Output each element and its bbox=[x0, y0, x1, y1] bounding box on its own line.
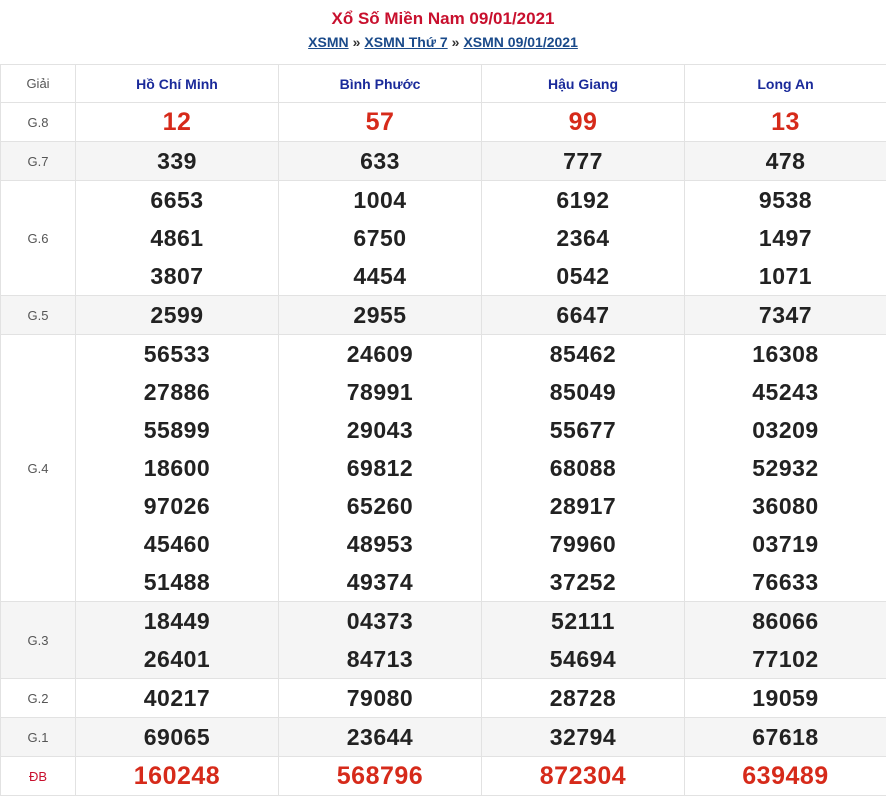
result-cell bbox=[482, 718, 685, 757]
breadcrumb-link-xsmn[interactable]: XSMN bbox=[308, 34, 348, 50]
lottery-number: 18600 bbox=[76, 449, 278, 487]
page-header bbox=[0, 0, 886, 64]
breadcrumb-separator: » bbox=[452, 34, 460, 50]
prize-label: G.4 bbox=[1, 335, 76, 602]
breadcrumb bbox=[0, 34, 886, 50]
province-header[interactable]: Long An bbox=[685, 65, 886, 103]
lottery-number: 6647 bbox=[482, 296, 684, 334]
lottery-number: 7347 bbox=[685, 296, 886, 334]
result-cell bbox=[685, 142, 886, 181]
result-cell bbox=[279, 181, 482, 296]
lottery-number: 04373 bbox=[279, 602, 481, 640]
lottery-number: 37252 bbox=[482, 563, 684, 601]
lottery-number: 77102 bbox=[685, 640, 886, 678]
result-cell bbox=[279, 757, 482, 796]
prize-column-header: Giải bbox=[1, 65, 76, 103]
result-cell bbox=[279, 142, 482, 181]
result-cell bbox=[279, 296, 482, 335]
result-cell bbox=[685, 757, 886, 796]
lottery-number: 03209 bbox=[685, 411, 886, 449]
result-cell bbox=[685, 296, 886, 335]
lottery-number: 79080 bbox=[279, 679, 481, 717]
lottery-number: 26401 bbox=[76, 640, 278, 678]
result-cell bbox=[76, 602, 279, 679]
result-cell bbox=[685, 602, 886, 679]
lottery-number: 12 bbox=[76, 103, 278, 141]
lottery-number: 27886 bbox=[76, 373, 278, 411]
lottery-number: 86066 bbox=[685, 602, 886, 640]
lottery-number: 54694 bbox=[482, 640, 684, 678]
page-title: Xổ Số Miền Nam 09/01/2021 bbox=[0, 0, 886, 30]
lottery-number: 85049 bbox=[482, 373, 684, 411]
result-cell bbox=[76, 103, 279, 142]
result-cell bbox=[685, 103, 886, 142]
lottery-number: 9538 bbox=[685, 181, 886, 219]
result-cell bbox=[482, 602, 685, 679]
lottery-number: 6653 bbox=[76, 181, 278, 219]
lottery-number: 69065 bbox=[76, 718, 278, 756]
lottery-number: 6750 bbox=[279, 219, 481, 257]
lottery-number: 13 bbox=[685, 103, 886, 141]
table-row bbox=[1, 679, 886, 718]
lottery-number: 51488 bbox=[76, 563, 278, 601]
lottery-number: 45460 bbox=[76, 525, 278, 563]
result-cell bbox=[482, 181, 685, 296]
lottery-number: 777 bbox=[482, 142, 684, 180]
lottery-number: 52932 bbox=[685, 449, 886, 487]
results-table bbox=[0, 64, 886, 796]
table-row bbox=[1, 103, 886, 142]
result-cell bbox=[76, 296, 279, 335]
table-row bbox=[1, 296, 886, 335]
lottery-number: 568796 bbox=[279, 757, 481, 795]
lottery-number: 6192 bbox=[482, 181, 684, 219]
lottery-number: 85462 bbox=[482, 335, 684, 373]
lottery-number: 29043 bbox=[279, 411, 481, 449]
table-row bbox=[1, 718, 886, 757]
result-cell bbox=[685, 718, 886, 757]
table-row bbox=[1, 142, 886, 181]
result-cell bbox=[279, 679, 482, 718]
lottery-number: 19059 bbox=[685, 679, 886, 717]
table-header-row bbox=[1, 65, 886, 103]
lottery-number: 4454 bbox=[279, 257, 481, 295]
lottery-number: 36080 bbox=[685, 487, 886, 525]
prize-label: ĐB bbox=[1, 757, 76, 796]
result-cell bbox=[279, 718, 482, 757]
lottery-number: 1004 bbox=[279, 181, 481, 219]
lottery-number: 57 bbox=[279, 103, 481, 141]
lottery-number: 48953 bbox=[279, 525, 481, 563]
lottery-number: 2955 bbox=[279, 296, 481, 334]
result-cell bbox=[482, 679, 685, 718]
result-cell bbox=[76, 142, 279, 181]
prize-label: G.1 bbox=[1, 718, 76, 757]
results-body bbox=[1, 103, 886, 796]
result-cell bbox=[76, 335, 279, 602]
result-cell bbox=[482, 103, 685, 142]
lottery-number: 160248 bbox=[76, 757, 278, 795]
result-cell bbox=[279, 103, 482, 142]
lottery-number: 03719 bbox=[685, 525, 886, 563]
result-cell bbox=[76, 679, 279, 718]
province-header[interactable]: Bình Phước bbox=[279, 65, 482, 103]
result-cell bbox=[685, 181, 886, 296]
prize-label: G.2 bbox=[1, 679, 76, 718]
result-cell bbox=[279, 602, 482, 679]
lottery-number: 28917 bbox=[482, 487, 684, 525]
result-cell bbox=[685, 335, 886, 602]
lottery-number: 4861 bbox=[76, 219, 278, 257]
lottery-number: 1071 bbox=[685, 257, 886, 295]
lottery-number: 76633 bbox=[685, 563, 886, 601]
lottery-number: 339 bbox=[76, 142, 278, 180]
lottery-number: 49374 bbox=[279, 563, 481, 601]
lottery-number: 633 bbox=[279, 142, 481, 180]
lottery-number: 32794 bbox=[482, 718, 684, 756]
table-row bbox=[1, 181, 886, 296]
result-cell bbox=[482, 335, 685, 602]
lottery-number: 45243 bbox=[685, 373, 886, 411]
lottery-number: 67618 bbox=[685, 718, 886, 756]
breadcrumb-separator: » bbox=[353, 34, 361, 50]
lottery-number: 79960 bbox=[482, 525, 684, 563]
lottery-number: 55899 bbox=[76, 411, 278, 449]
table-row bbox=[1, 757, 886, 796]
lottery-number: 3807 bbox=[76, 257, 278, 295]
lottery-number: 52111 bbox=[482, 602, 684, 640]
lottery-number: 69812 bbox=[279, 449, 481, 487]
result-cell bbox=[482, 296, 685, 335]
breadcrumb-link-xsmn-thu-7[interactable]: XSMN Thứ 7 bbox=[364, 34, 447, 50]
result-cell bbox=[482, 757, 685, 796]
lottery-number: 65260 bbox=[279, 487, 481, 525]
result-cell bbox=[76, 757, 279, 796]
lottery-number: 2599 bbox=[76, 296, 278, 334]
prize-label: G.6 bbox=[1, 181, 76, 296]
province-header[interactable]: Hậu Giang bbox=[482, 65, 685, 103]
lottery-number: 16308 bbox=[685, 335, 886, 373]
lottery-number: 28728 bbox=[482, 679, 684, 717]
prize-label: G.7 bbox=[1, 142, 76, 181]
table-row bbox=[1, 335, 886, 602]
lottery-number: 18449 bbox=[76, 602, 278, 640]
lottery-number: 40217 bbox=[76, 679, 278, 717]
lottery-number: 872304 bbox=[482, 757, 684, 795]
result-cell bbox=[76, 718, 279, 757]
result-cell bbox=[685, 679, 886, 718]
breadcrumb-link-xsmn-date[interactable]: XSMN 09/01/2021 bbox=[463, 34, 577, 50]
result-cell bbox=[279, 335, 482, 602]
lottery-number: 78991 bbox=[279, 373, 481, 411]
prize-label: G.3 bbox=[1, 602, 76, 679]
lottery-number: 68088 bbox=[482, 449, 684, 487]
lottery-number: 97026 bbox=[76, 487, 278, 525]
table-row bbox=[1, 602, 886, 679]
lottery-number: 23644 bbox=[279, 718, 481, 756]
result-cell bbox=[76, 181, 279, 296]
lottery-number: 24609 bbox=[279, 335, 481, 373]
prize-label: G.8 bbox=[1, 103, 76, 142]
lottery-number: 639489 bbox=[685, 757, 886, 795]
lottery-number: 0542 bbox=[482, 257, 684, 295]
lottery-number: 2364 bbox=[482, 219, 684, 257]
lottery-number: 55677 bbox=[482, 411, 684, 449]
lottery-number: 84713 bbox=[279, 640, 481, 678]
province-header[interactable]: Hồ Chí Minh bbox=[76, 65, 279, 103]
lottery-number: 99 bbox=[482, 103, 684, 141]
lottery-number: 478 bbox=[685, 142, 886, 180]
lottery-number: 1497 bbox=[685, 219, 886, 257]
result-cell bbox=[482, 142, 685, 181]
prize-label: G.5 bbox=[1, 296, 76, 335]
lottery-number: 56533 bbox=[76, 335, 278, 373]
